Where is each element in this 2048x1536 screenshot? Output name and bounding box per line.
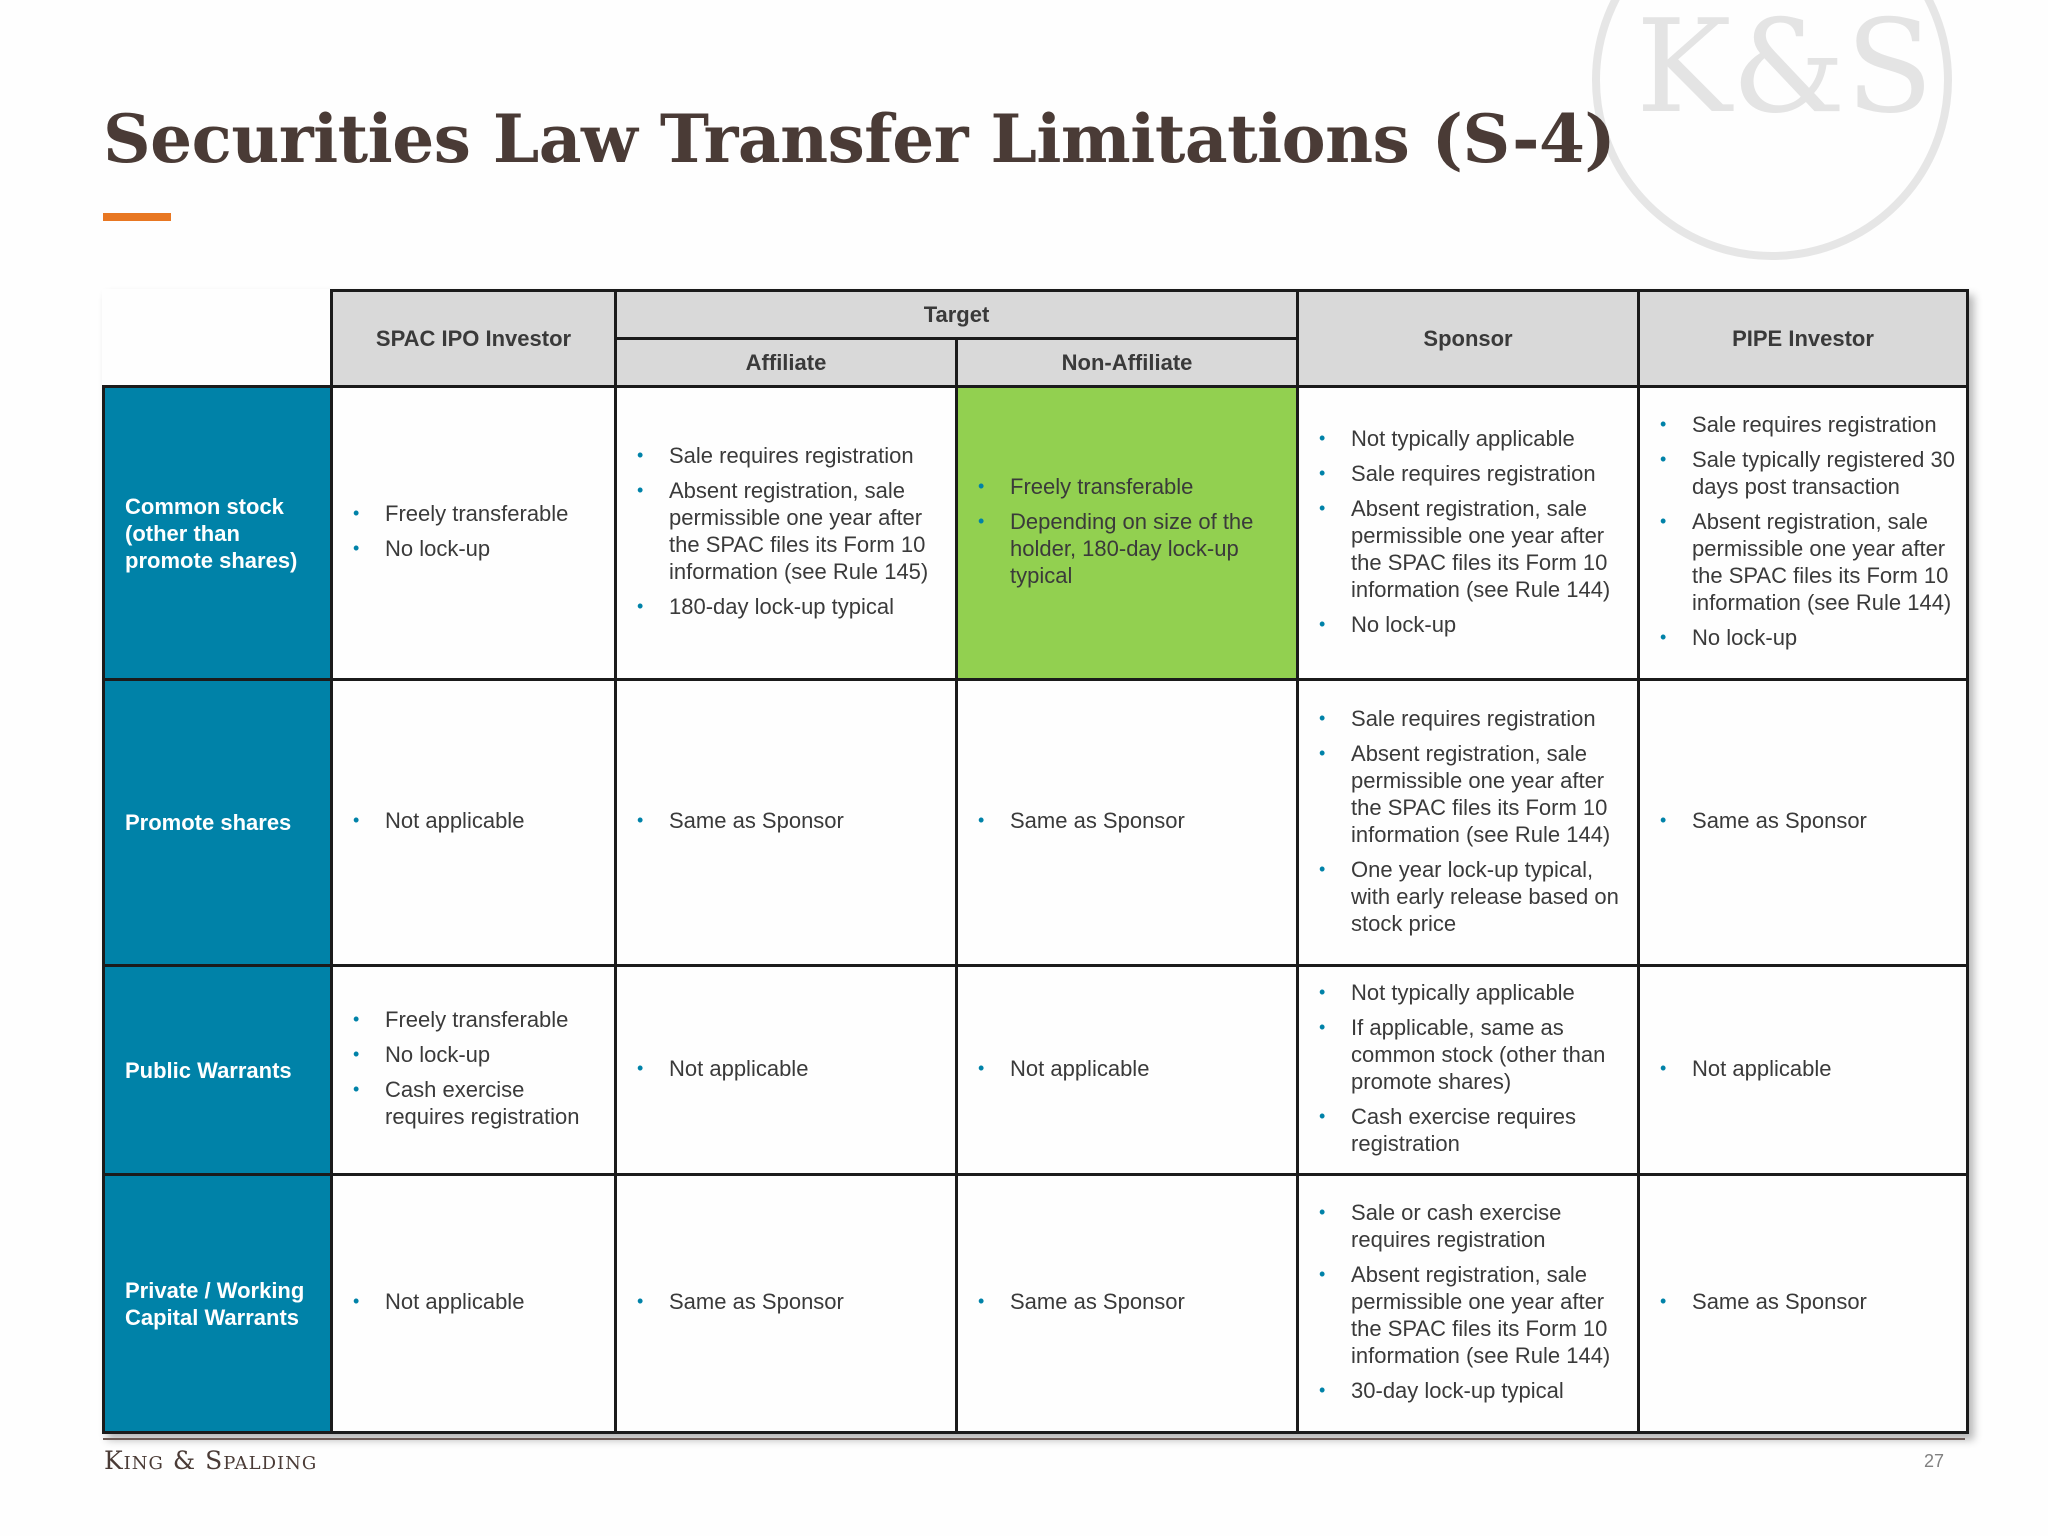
list-item: • Absent registration, sale permissible one year after the SPAC files its Form 10 information (see Rule 144) bbox=[1311, 495, 1627, 603]
cell-sponsor bbox=[1298, 1175, 1639, 1433]
cell-pipe bbox=[1639, 1175, 1968, 1433]
row-label-private-warrants: Private / Working Capital Warrants bbox=[104, 1175, 332, 1433]
list-item: • Same as Sponsor bbox=[970, 807, 1286, 834]
cell-affiliate bbox=[616, 387, 957, 680]
list-item: • Depending on size of the holder, 180-day lock-up typical bbox=[970, 508, 1286, 589]
list-item: • Absent registration, sale permissible one year after the SPAC files its Form 10 information (see Rule 144) bbox=[1311, 1261, 1627, 1369]
list-item: • Same as Sponsor bbox=[629, 1288, 945, 1315]
list-item: • 30-day lock-up typical bbox=[1311, 1377, 1627, 1404]
header-affiliate: Affiliate bbox=[616, 339, 957, 387]
list-item: • Same as Sponsor bbox=[970, 1288, 1286, 1315]
list-item: • One year lock-up typical, with early release based on stock price bbox=[1311, 856, 1627, 937]
list-item: • No lock-up bbox=[1311, 611, 1627, 638]
cell-non-affiliate-highlighted bbox=[957, 387, 1298, 680]
list-item: • Cash exercise requires registration bbox=[345, 1076, 604, 1130]
list-item: • Same as Sponsor bbox=[629, 807, 945, 834]
list-item: • Sale requires registration bbox=[1311, 460, 1627, 487]
cell-pipe bbox=[1639, 387, 1968, 680]
list-item: • Not typically applicable bbox=[1311, 425, 1627, 452]
page-number: 27 bbox=[1923, 1451, 1944, 1471]
list-item: • Sale requires registration bbox=[1311, 705, 1627, 732]
list-item: • Absent registration, sale permissible one year after the SPAC files its Form 10 information (see Rule 145) bbox=[629, 477, 945, 585]
cell-affiliate bbox=[616, 1175, 957, 1433]
header-non-affiliate: Non-Affiliate bbox=[957, 339, 1298, 387]
cell-non-affiliate bbox=[957, 966, 1298, 1175]
list-item: • Not typically applicable bbox=[1311, 979, 1627, 1006]
list-item: • If applicable, same as common stock (other than promote shares) bbox=[1311, 1014, 1627, 1095]
cell-affiliate bbox=[616, 680, 957, 966]
footer-brand-logo: King & Spalding bbox=[104, 1446, 318, 1475]
list-item: • No lock-up bbox=[345, 1041, 604, 1068]
table-row bbox=[104, 966, 1968, 1175]
cell-sponsor bbox=[1298, 966, 1639, 1175]
list-item: • Freely transferable bbox=[345, 500, 604, 527]
cell-spac bbox=[332, 966, 616, 1175]
footer-divider bbox=[103, 1438, 1965, 1440]
cell-sponsor bbox=[1298, 387, 1639, 680]
list-item: • Same as Sponsor bbox=[1652, 807, 1956, 834]
cell-affiliate bbox=[616, 966, 957, 1175]
list-item: • Cash exercise requires registration bbox=[1311, 1103, 1627, 1157]
header-corner bbox=[104, 291, 332, 387]
table-row bbox=[104, 387, 1968, 680]
cell-non-affiliate bbox=[957, 1175, 1298, 1433]
list-item: • No lock-up bbox=[1652, 624, 1956, 651]
list-item: • Freely transferable bbox=[345, 1006, 604, 1033]
cell-non-affiliate bbox=[957, 680, 1298, 966]
cell-pipe bbox=[1639, 680, 1968, 966]
header-spac-ipo-investor: SPAC IPO Investor bbox=[332, 291, 616, 387]
cell-sponsor bbox=[1298, 680, 1639, 966]
list-item: • Sale requires registration bbox=[1652, 411, 1956, 438]
list-item: • 180-day lock-up typical bbox=[629, 593, 945, 620]
list-item: • Not applicable bbox=[1652, 1055, 1956, 1082]
list-item: • Freely transferable bbox=[970, 473, 1286, 500]
logo-watermark: K&S bbox=[1636, 0, 1934, 142]
list-item: • Sale requires registration bbox=[629, 442, 945, 469]
transfer-limitations-table bbox=[102, 289, 1969, 1434]
list-item: • No lock-up bbox=[345, 535, 604, 562]
cell-pipe bbox=[1639, 966, 1968, 1175]
cell-spac bbox=[332, 387, 616, 680]
header-pipe-investor: PIPE Investor bbox=[1639, 291, 1968, 387]
list-item: • Absent registration, sale permissible one year after the SPAC files its Form 10 information (see Rule 144) bbox=[1652, 508, 1956, 616]
slide-title: Securities Law Transfer Limitations (S-4) bbox=[103, 100, 1616, 178]
cell-spac bbox=[332, 680, 616, 966]
list-item: • Sale typically registered 30 days post transaction bbox=[1652, 446, 1956, 500]
list-item: • Not applicable bbox=[970, 1055, 1286, 1082]
list-item: • Not applicable bbox=[345, 1288, 604, 1315]
row-label-common-stock: Common stock (other than promote shares) bbox=[104, 387, 332, 680]
header-target: Target bbox=[616, 291, 1298, 339]
list-item: • Not applicable bbox=[345, 807, 604, 834]
title-accent-bar bbox=[103, 213, 171, 221]
list-item: • Absent registration, sale permissible one year after the SPAC files its Form 10 information (see Rule 144) bbox=[1311, 740, 1627, 848]
list-item: • Same as Sponsor bbox=[1652, 1288, 1956, 1315]
row-label-public-warrants: Public Warrants bbox=[104, 966, 332, 1175]
cell-spac bbox=[332, 1175, 616, 1433]
list-item: • Not applicable bbox=[629, 1055, 945, 1082]
row-label-promote-shares: Promote shares bbox=[104, 680, 332, 966]
list-item: • Sale or cash exercise requires registration bbox=[1311, 1199, 1627, 1253]
table-row bbox=[104, 1175, 1968, 1433]
header-sponsor: Sponsor bbox=[1298, 291, 1639, 387]
table-row bbox=[104, 680, 1968, 966]
